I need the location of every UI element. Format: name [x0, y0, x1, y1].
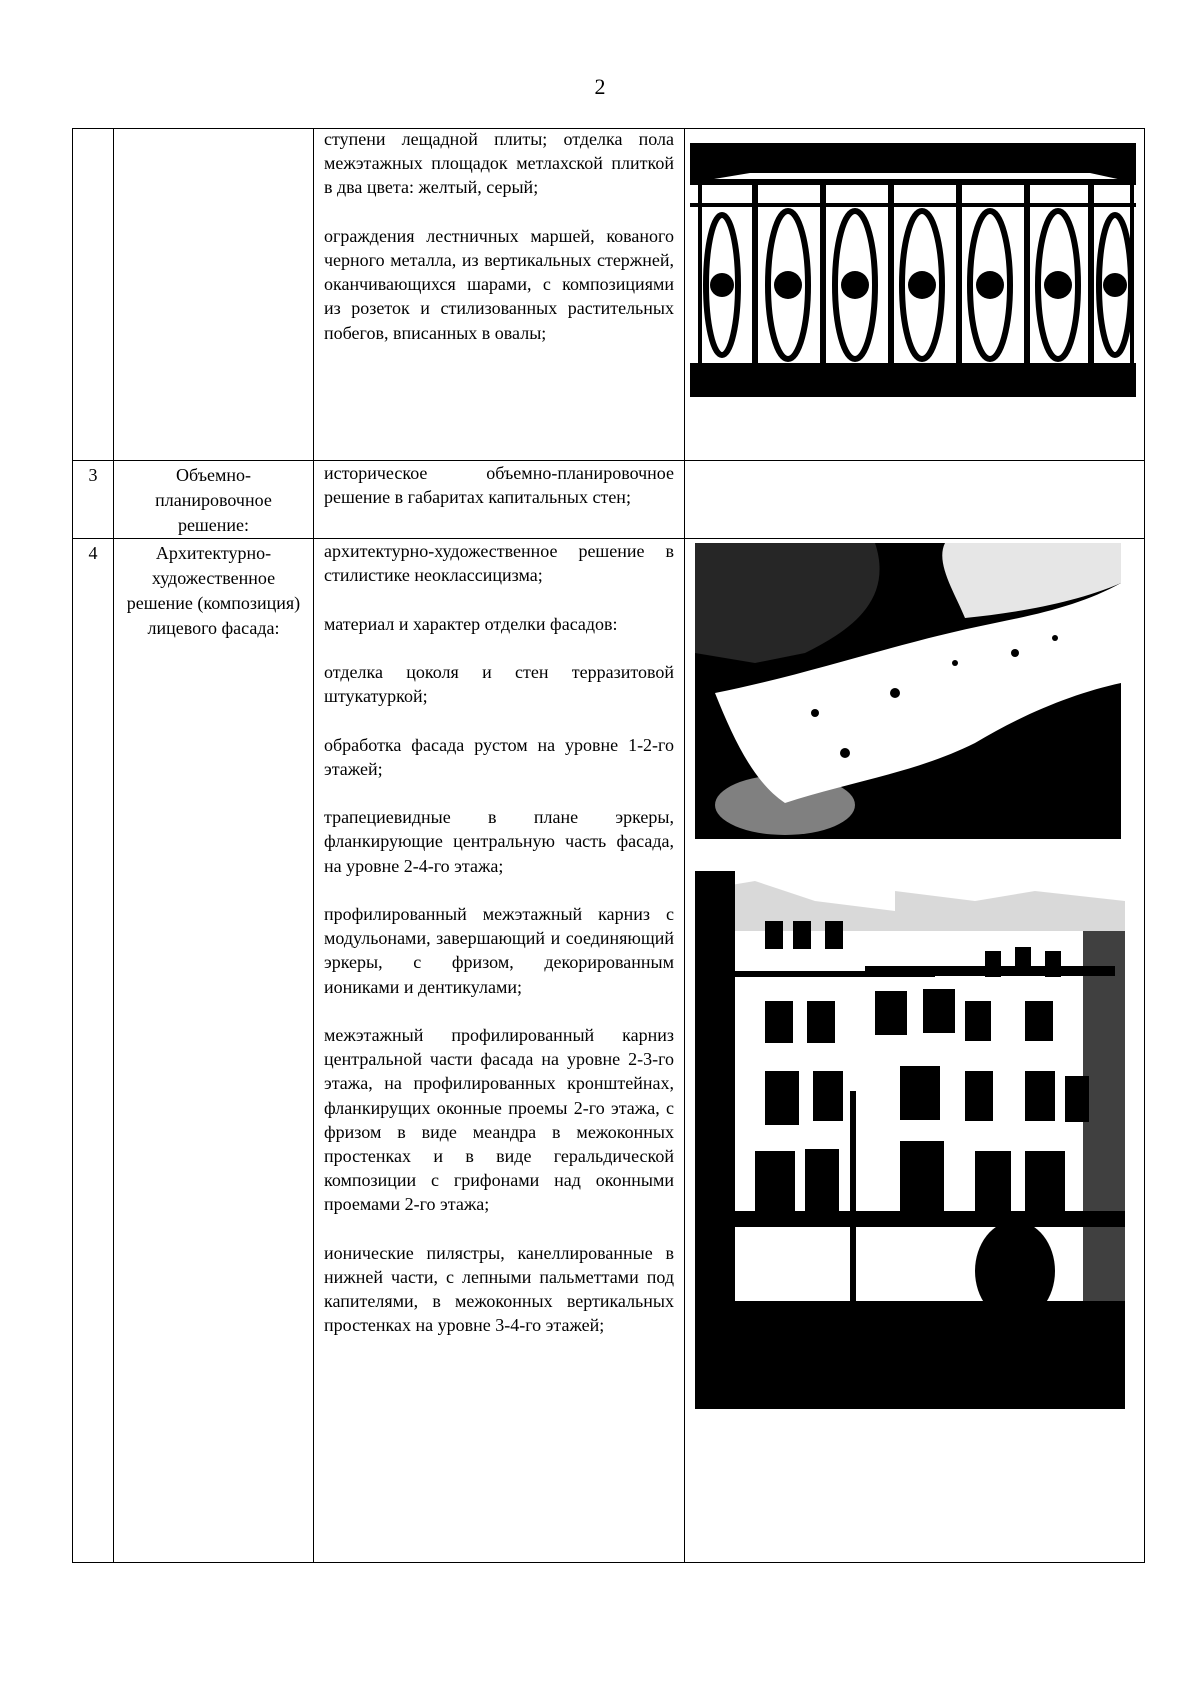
row-number-cell — [73, 129, 114, 461]
row-number-cell: 4 — [73, 539, 114, 1563]
description-paragraph: профилированный межэтажный карниз с модульонами, завершающий и соединяющий эркеры, с фризом, декорированным иониками и дентикулами; — [324, 903, 674, 997]
row-image-cell — [685, 539, 1145, 1563]
row-description-cell — [314, 129, 685, 461]
row-number-cell: 3 — [73, 461, 114, 539]
description-paragraph: ступени лещадной плиты; отделка пола межэтажных площадок метлахской плиткой в два цвета: желтый, серый; — [324, 129, 674, 198]
row-description-cell — [314, 539, 685, 1563]
row-name-cell: Архитектурно-художественное решение (композиция) лицевого фасада: — [114, 539, 314, 1563]
table-row — [73, 539, 1145, 1563]
description-paragraph: межэтажный профилированный карниз центральной части фасада на уровне 2-3-го этажа, на профилированных кронштейнах, фланкирущих оконные проемы 2-го этажа, с фризом в виде меандра в межоконных простенках и в виде геральдической композиции с грифонами над оконными проемами 2-го этажа; — [324, 1024, 674, 1215]
description-paragraph: историческое объемно-планировочное решение в габаритах капитальных стен; — [324, 463, 674, 508]
facade-texture-photo — [695, 543, 1121, 839]
description-paragraph: ограждения лестничных маршей, кованого черного металла, из вертикальных стержней, оканчивающихся шарами, с композициями из розеток и стилизованных растительных побегов, вписанных в овалы; — [324, 225, 674, 343]
description-paragraph: трапециевидные в плане эркеры, фланкирующие центральную часть фасада, на уровне 2-4-го этажа; — [324, 807, 674, 876]
description-paragraph: обработка фасада рустом на уровне 1-2-го этажей; — [324, 734, 674, 779]
table-row — [73, 461, 1145, 539]
description-paragraph: отделка цоколя и стен терразитовой штукатуркой; — [324, 661, 674, 707]
row-name-cell — [114, 129, 314, 461]
monument-subject-table — [72, 128, 1145, 1563]
description-paragraph: материал и характер отделки фасадов: — [324, 613, 618, 634]
row-image-cell — [685, 461, 1145, 539]
row-description-cell — [314, 461, 685, 539]
railing-photo — [690, 143, 1136, 397]
building-facade-photo — [695, 871, 1125, 1409]
description-paragraph: архитектурно-художественное решение в стилистике неоклассицизма; — [324, 541, 674, 586]
row-name-cell: Объемно-планировочное решение: — [114, 461, 314, 539]
row-image-cell — [685, 129, 1145, 461]
description-paragraph: ионические пилястры, канеллированные в нижней части, с лепными пальметтами под капителями, в межоконных вертикальных простенках на уровне 3-4-го этажей; — [324, 1242, 674, 1336]
table-row — [73, 129, 1145, 461]
page-number: 2 — [594, 74, 606, 99]
